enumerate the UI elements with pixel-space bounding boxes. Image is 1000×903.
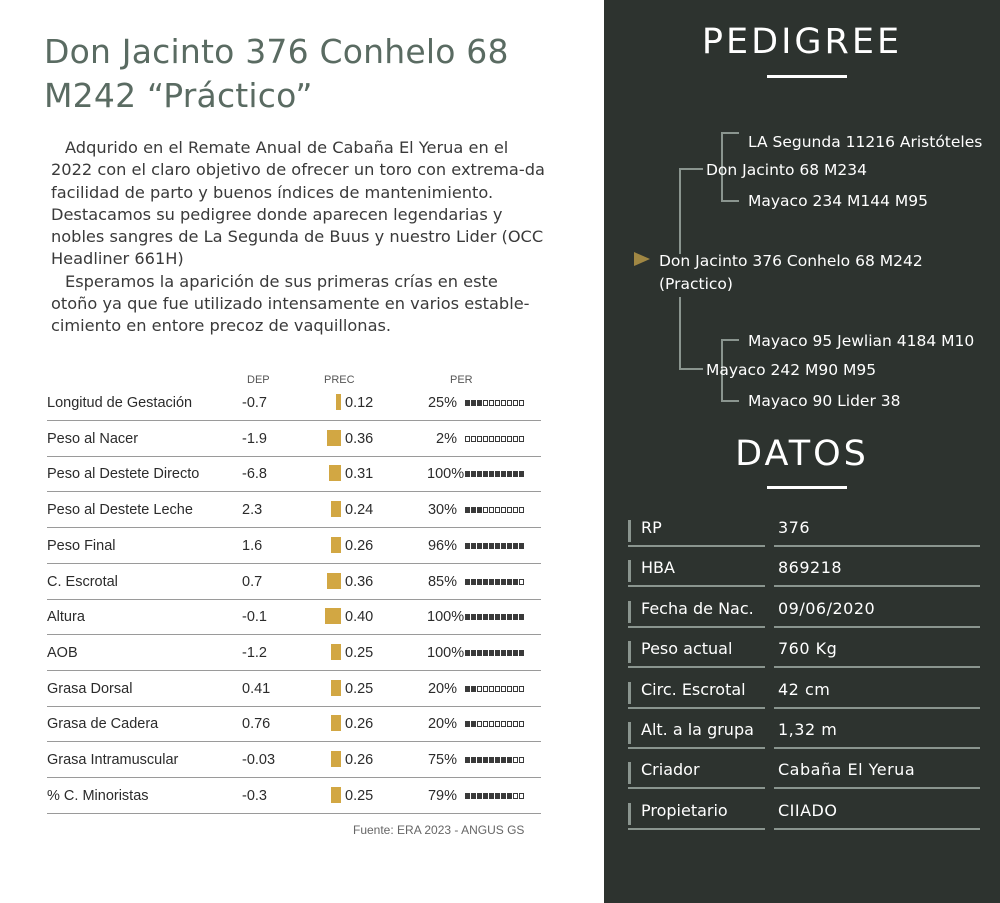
percentile-block	[465, 614, 470, 620]
tree-line	[679, 297, 681, 369]
percentile-block	[519, 436, 524, 442]
row-dep: -6.8	[242, 466, 267, 483]
datos-label: Peso actual	[641, 639, 733, 659]
percentile-block	[501, 471, 506, 477]
percentile-block	[465, 507, 470, 513]
percentile-block	[471, 436, 476, 442]
percentile-block	[483, 471, 488, 477]
percentile-block	[507, 579, 512, 585]
datos-row	[628, 760, 980, 790]
percentile-block	[519, 650, 524, 656]
percentile-block	[477, 507, 482, 513]
precision-bar	[325, 608, 341, 624]
row-name: Grasa Intramuscular	[47, 752, 179, 768]
row-name: Peso Final	[47, 537, 116, 554]
percentile-block	[513, 543, 518, 549]
pedigree-dam-dam: Mayaco 90 Lider 38	[748, 392, 901, 410]
percentile-block	[483, 650, 488, 656]
percentile-block	[477, 686, 482, 692]
percentile-block	[501, 757, 506, 763]
row-per: 100%	[427, 644, 465, 661]
percentile-block	[471, 400, 476, 406]
datos-row	[628, 720, 980, 750]
percentile-block	[477, 543, 482, 549]
percentile-block	[507, 400, 512, 406]
value-underline	[774, 585, 980, 587]
label-underline	[628, 545, 765, 547]
percentile-block	[495, 471, 500, 477]
row-per: 20%	[427, 716, 457, 733]
percentile-block	[471, 543, 476, 549]
datos-value: 1,32 m	[778, 720, 838, 739]
row-tick	[628, 762, 631, 784]
percentile-block	[483, 507, 488, 513]
triangle-shape	[634, 252, 650, 266]
row-dep: -0.7	[242, 395, 267, 411]
row-tick	[628, 601, 631, 623]
row-prec: 0.25	[345, 680, 374, 697]
percentile-block	[471, 614, 476, 620]
percentile-block	[489, 721, 494, 727]
percentile-block	[507, 543, 512, 549]
header-per: PER	[450, 374, 473, 386]
datos-label: Fecha de Nac.	[641, 598, 754, 618]
row-prec: 0.26	[345, 537, 374, 554]
row-tick	[628, 560, 631, 582]
value-underline	[774, 828, 980, 830]
percentile-block	[465, 471, 470, 477]
label-underline	[628, 747, 765, 749]
percentile-block	[495, 721, 500, 727]
percentile-block	[477, 614, 482, 620]
percentile-block	[513, 757, 518, 763]
title-line-2: M242 “Práctico”	[44, 76, 313, 115]
percentile-block	[501, 436, 506, 442]
row-prec: 0.25	[345, 787, 374, 804]
row-per: 85%	[427, 573, 457, 590]
row-prec: 0.24	[345, 502, 374, 519]
row-prec: 0.31	[345, 466, 374, 483]
tree-line	[721, 200, 739, 202]
percentile-block	[489, 686, 494, 692]
datos-value: Cabaña El Yerua	[778, 760, 916, 780]
percentile-block	[477, 757, 482, 763]
row-dep: 0.7	[242, 573, 263, 590]
label-underline	[628, 707, 765, 709]
tree-line	[721, 339, 739, 341]
row-dep: 2.3	[242, 502, 263, 519]
percentile-block	[495, 579, 500, 585]
percentile-blocks	[465, 793, 524, 799]
source-note: Fuente: ERA 2023 - ANGUS GS	[353, 823, 525, 837]
row-per: 20%	[427, 680, 457, 697]
subject-nickname: (Practico)	[659, 275, 733, 293]
row-tick	[628, 520, 631, 542]
precision-bar	[331, 751, 341, 767]
percentile-block	[477, 579, 482, 585]
label-underline	[628, 787, 765, 789]
percentile-block	[477, 471, 482, 477]
percentile-block	[507, 471, 512, 477]
percentile-block	[495, 400, 500, 406]
table-row	[47, 671, 541, 707]
percentile-block	[489, 436, 494, 442]
row-per: 79%	[427, 787, 457, 804]
right-panel	[604, 0, 1000, 903]
precision-bar	[331, 680, 341, 696]
percentile-block	[483, 614, 488, 620]
percentile-blocks	[465, 436, 524, 442]
datos-value: 760 Kg	[778, 639, 838, 659]
percentile-block	[519, 471, 524, 477]
row-prec: 0.26	[345, 716, 374, 733]
precision-bar	[331, 537, 341, 553]
value-underline	[774, 747, 980, 749]
percentile-block	[513, 650, 518, 656]
percentile-block	[513, 507, 518, 513]
value-underline	[774, 707, 980, 709]
percentile-block	[483, 400, 488, 406]
table-row	[47, 421, 541, 457]
percentile-block	[471, 471, 476, 477]
percentile-block	[489, 543, 494, 549]
percentile-block	[507, 757, 512, 763]
percentile-block	[501, 650, 506, 656]
row-per: 75%	[427, 752, 457, 768]
percentile-block	[519, 757, 524, 763]
row-prec: 0.25	[345, 644, 374, 661]
percentile-block	[507, 686, 512, 692]
table-row	[47, 564, 541, 600]
percentile-block	[519, 400, 524, 406]
percentile-block	[507, 793, 512, 799]
percentile-block	[513, 721, 518, 727]
percentile-block	[471, 686, 476, 692]
percentile-block	[483, 436, 488, 442]
percentile-block	[477, 793, 482, 799]
value-underline	[774, 545, 980, 547]
percentile-block	[513, 579, 518, 585]
row-prec: 0.40	[345, 609, 374, 626]
row-tick	[628, 641, 631, 663]
percentile-block	[465, 793, 470, 799]
precision-bar	[336, 394, 341, 410]
row-name: Peso al Destete Leche	[47, 502, 193, 519]
table-row	[47, 635, 541, 671]
percentile-block	[519, 793, 524, 799]
table-row	[47, 706, 541, 742]
row-name: Grasa de Cadera	[47, 716, 159, 733]
datos-value: 09/06/2020	[778, 598, 876, 618]
datos-rule	[767, 486, 847, 489]
percentile-block	[513, 400, 518, 406]
pedigree-dam-sire: Mayaco 95 Jewlian 4184 M10	[748, 332, 975, 350]
percentile-block	[507, 614, 512, 620]
datos-label: Criador	[641, 760, 700, 780]
subject-name: Don Jacinto 376 Conhelo 68 M242	[659, 252, 923, 270]
percentile-block	[489, 614, 494, 620]
table-row	[47, 778, 541, 814]
label-underline	[628, 828, 765, 830]
value-underline	[774, 787, 980, 789]
percentile-block	[477, 721, 482, 727]
datos-row	[628, 801, 980, 831]
percentile-block	[489, 757, 494, 763]
table-row	[47, 599, 541, 635]
row-name: Altura	[47, 609, 85, 626]
header-prec: PREC	[324, 374, 355, 386]
percentile-block	[513, 471, 518, 477]
percentile-block	[495, 757, 500, 763]
percentile-blocks	[465, 614, 524, 620]
tree-line	[679, 168, 681, 254]
row-name: Longitud de Gestación	[47, 395, 193, 411]
row-per: 30%	[427, 502, 457, 519]
pedigree-subject	[659, 250, 923, 296]
percentile-blocks	[465, 400, 524, 406]
row-prec: 0.26	[345, 752, 374, 768]
percentile-block	[489, 471, 494, 477]
percentile-block	[513, 614, 518, 620]
datos-label: Alt. a la grupa	[641, 720, 754, 739]
row-per: 25%	[427, 395, 457, 411]
datos-row	[628, 599, 980, 629]
percentile-block	[495, 614, 500, 620]
percentile-block	[465, 400, 470, 406]
percentile-block	[483, 793, 488, 799]
row-prec: 0.36	[345, 573, 374, 590]
precision-bar	[329, 465, 341, 481]
percentile-block	[477, 650, 482, 656]
percentile-block	[471, 650, 476, 656]
percentile-blocks	[465, 471, 524, 477]
row-per: 100%	[427, 466, 465, 483]
percentile-block	[501, 507, 506, 513]
table-row	[47, 528, 541, 564]
datos-label: Circ. Escrotal	[641, 679, 746, 699]
percentile-block	[465, 757, 470, 763]
percentile-block	[489, 793, 494, 799]
row-dep: -1.9	[242, 430, 267, 447]
value-underline	[774, 666, 980, 668]
title-line-1: Don Jacinto 376 Conhelo 68	[44, 32, 509, 71]
pedigree-sire-dam: Mayaco 234 M144 M95	[748, 192, 928, 210]
percentile-blocks	[465, 507, 524, 513]
percentile-block	[495, 507, 500, 513]
percentile-block	[489, 400, 494, 406]
datos-label: Propietario	[641, 800, 728, 820]
percentile-block	[465, 650, 470, 656]
percentile-block	[519, 721, 524, 727]
datos-value: CIIADO	[778, 800, 838, 820]
percentile-block	[519, 543, 524, 549]
percentile-block	[501, 543, 506, 549]
percentile-block	[489, 650, 494, 656]
percentile-block	[513, 793, 518, 799]
percentile-blocks	[465, 579, 524, 585]
row-dep: -1.2	[242, 644, 267, 661]
percentile-blocks	[465, 650, 524, 656]
label-underline	[628, 585, 765, 587]
percentile-block	[471, 579, 476, 585]
intro-paragraph: Adqurido en el Remate Anual de Cabaña El Yerua en el 2022 con el claro objetivo de ofrecer un toro con extrema-da facilidad de parto y buenos índices de mantenimiento. Destacamos su pedigree donde aparecen legendarias y nobles sangres de La Segunda de Buus y nuestro Lider (OCC Headliner 661H)	[51, 138, 545, 269]
tree-line	[679, 168, 703, 170]
datos-title: DATOS	[735, 434, 869, 474]
row-prec: 0.36	[345, 430, 374, 447]
percentile-block	[489, 579, 494, 585]
intro-text	[51, 137, 546, 338]
datos-row	[628, 558, 980, 588]
datos-value: 42 cm	[778, 679, 831, 699]
row-dep: 0.76	[242, 716, 271, 733]
percentile-block	[483, 579, 488, 585]
row-dep: 0.41	[242, 680, 271, 697]
percentile-block	[519, 686, 524, 692]
row-name: AOB	[47, 644, 78, 661]
precision-bar	[331, 787, 341, 803]
percentile-block	[501, 614, 506, 620]
percentile-block	[501, 579, 506, 585]
percentile-block	[495, 543, 500, 549]
percentile-block	[483, 543, 488, 549]
datos-row	[628, 680, 980, 710]
datos-value: 376	[778, 518, 811, 537]
percentile-block	[513, 686, 518, 692]
percentile-block	[507, 721, 512, 727]
datos-label: RP	[641, 518, 662, 537]
row-name: Peso al Nacer	[47, 430, 139, 447]
row-name: C. Escrotal	[47, 573, 118, 590]
table-row	[47, 492, 541, 528]
row-per: 96%	[427, 537, 457, 554]
datos-row	[628, 639, 980, 669]
pedigree-rule	[767, 75, 847, 78]
percentile-block	[501, 793, 506, 799]
tree-line	[679, 368, 703, 370]
percentile-block	[471, 507, 476, 513]
percentile-block	[483, 686, 488, 692]
percentile-block	[507, 650, 512, 656]
pedigree-sire-sire: LA Segunda 11216 Aristóteles	[748, 133, 983, 151]
bull-title	[44, 30, 584, 118]
percentile-block	[507, 507, 512, 513]
pedigree-dam: Mayaco 242 M90 M95	[706, 361, 877, 379]
percentile-block	[477, 436, 482, 442]
precision-bar	[331, 501, 341, 517]
row-dep: 1.6	[242, 537, 263, 554]
row-name: Grasa Dorsal	[47, 680, 133, 697]
tree-line	[721, 400, 739, 402]
intro-paragraph: Esperamos la aparición de sus primeras crías en este otoño ya que fue utilizado intensamente en varios estable-cimiento en entore precoz de vaquillonas.	[51, 271, 530, 336]
row-name: % C. Minoristas	[47, 787, 149, 804]
tree-line	[721, 132, 739, 134]
datos-row	[628, 518, 980, 548]
label-underline	[628, 626, 765, 628]
row-dep: -0.03	[242, 752, 276, 768]
datos-value: 869218	[778, 558, 843, 578]
precision-bar	[327, 573, 341, 589]
percentile-blocks	[465, 721, 524, 727]
percentile-block	[495, 793, 500, 799]
row-dep: -0.3	[242, 787, 267, 804]
percentile-block	[465, 686, 470, 692]
row-tick	[628, 722, 631, 744]
row-prec: 0.12	[345, 395, 374, 411]
percentile-block	[501, 400, 506, 406]
row-tick	[628, 803, 631, 825]
percentile-block	[465, 721, 470, 727]
percentile-block	[465, 543, 470, 549]
precision-bar	[327, 430, 341, 446]
pedigree-title: PEDIGREE	[701, 22, 903, 62]
row-name: Peso al Destete Directo	[47, 466, 200, 483]
percentile-block	[477, 400, 482, 406]
percentile-block	[465, 579, 470, 585]
precision-bar	[331, 644, 341, 660]
value-underline	[774, 626, 980, 628]
pedigree-sire: Don Jacinto 68 M234	[706, 161, 867, 179]
percentile-block	[501, 721, 506, 727]
percentile-blocks	[465, 757, 524, 763]
row-tick	[628, 682, 631, 704]
table-row	[47, 742, 541, 778]
percentile-block	[507, 436, 512, 442]
percentile-block	[471, 757, 476, 763]
percentile-block	[465, 436, 470, 442]
percentile-block	[519, 579, 524, 585]
percentile-block	[483, 757, 488, 763]
percentile-block	[519, 507, 524, 513]
table-row	[47, 385, 541, 421]
datos-label: HBA	[641, 558, 675, 578]
percentile-block	[483, 721, 488, 727]
percentile-block	[495, 436, 500, 442]
row-dep: -0.1	[242, 609, 267, 626]
precision-bar	[331, 715, 341, 731]
percentile-block	[489, 507, 494, 513]
label-underline	[628, 666, 765, 668]
header-dep: DEP	[247, 374, 270, 386]
table-row	[47, 456, 541, 492]
percentile-block	[495, 686, 500, 692]
percentile-block	[471, 793, 476, 799]
percentile-block	[513, 436, 518, 442]
percentile-block	[501, 686, 506, 692]
percentile-blocks	[465, 686, 524, 692]
row-per: 2%	[436, 430, 457, 447]
percentile-blocks	[465, 543, 524, 549]
row-per: 100%	[427, 609, 465, 626]
percentile-block	[471, 721, 476, 727]
percentile-block	[495, 650, 500, 656]
play-triangle-icon	[634, 252, 650, 266]
percentile-block	[519, 614, 524, 620]
